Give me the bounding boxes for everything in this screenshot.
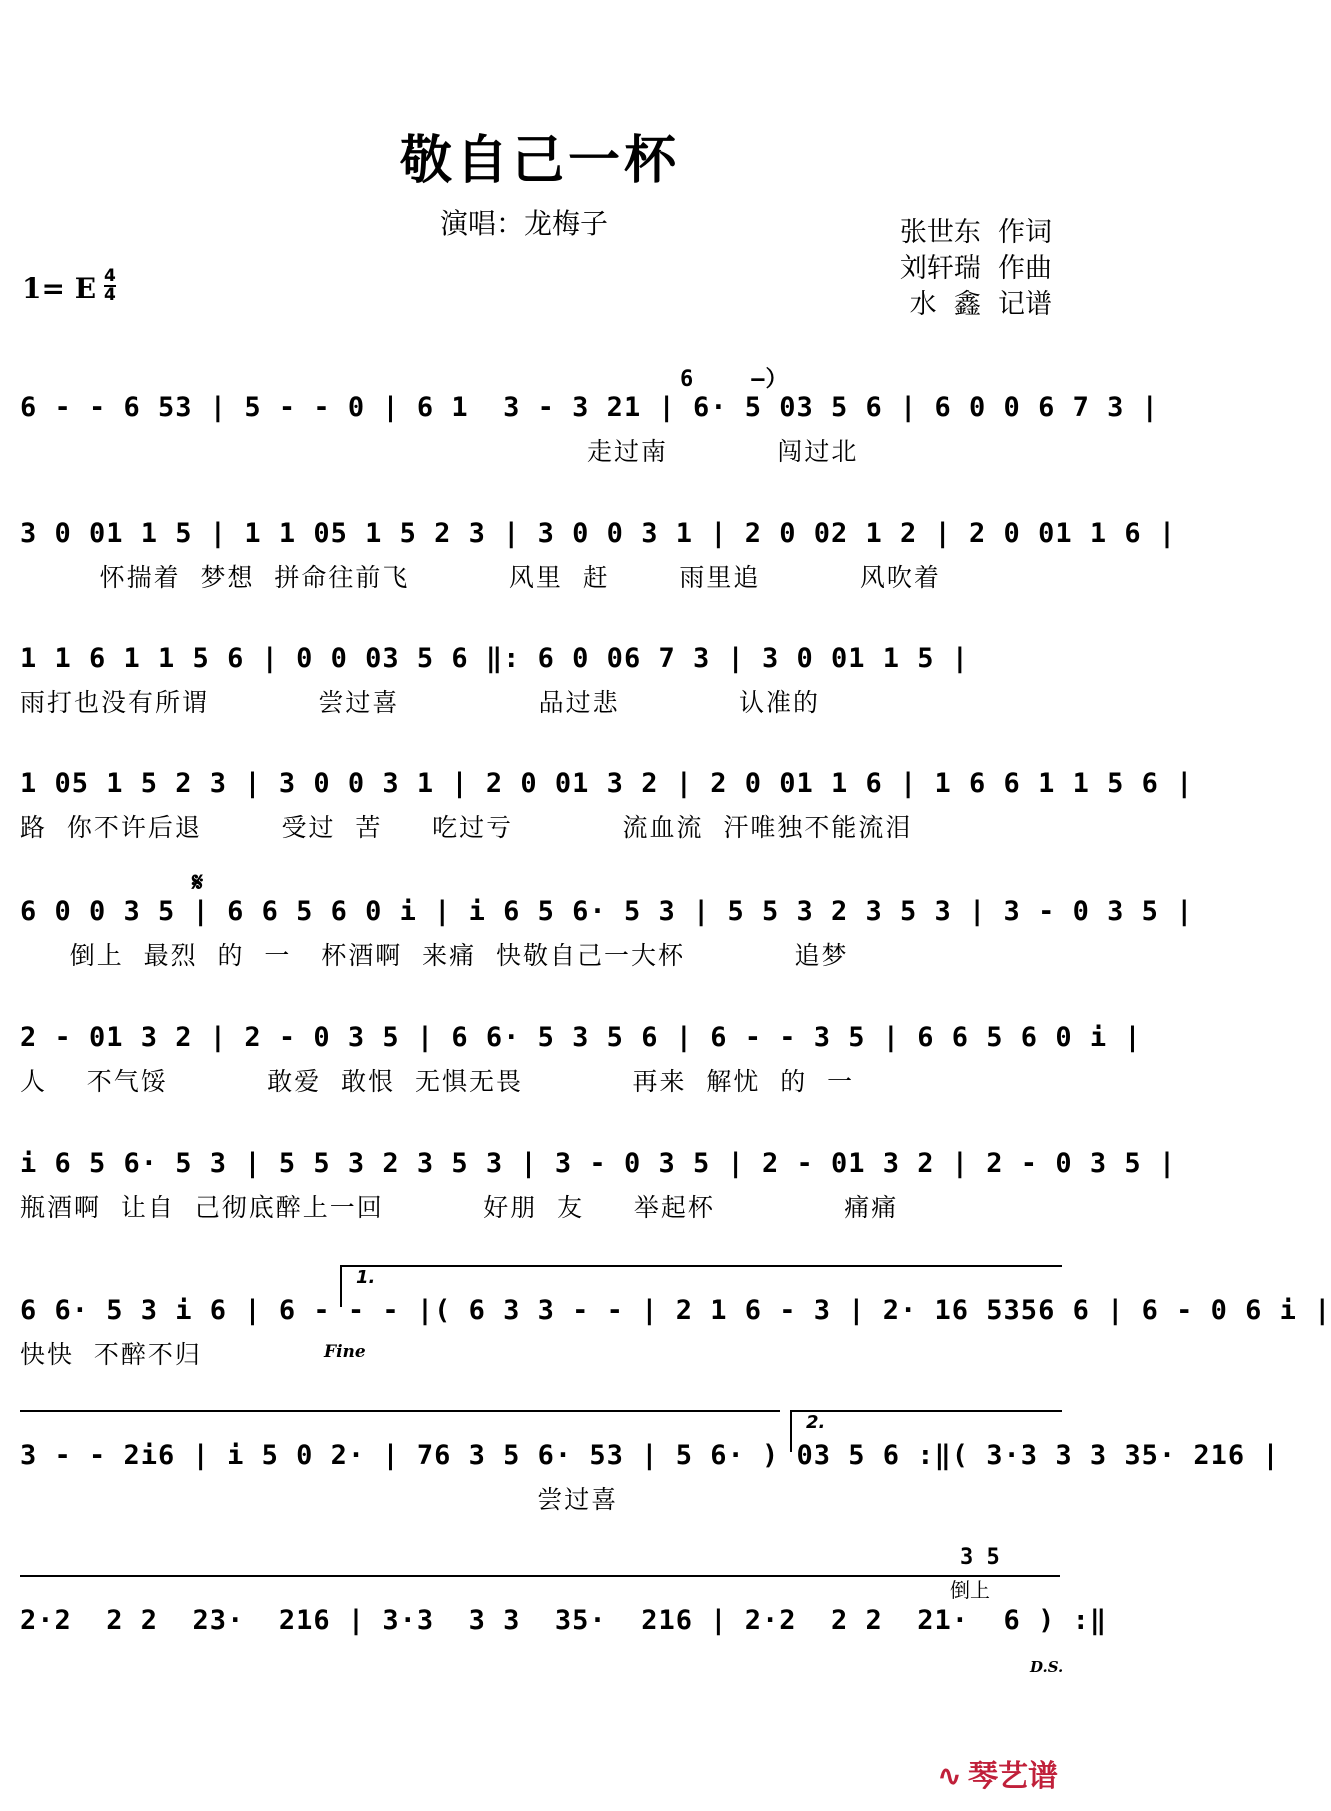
lyricist-credit: 张世东 作词 <box>899 217 1052 248</box>
watermark <box>937 1751 1058 1795</box>
system-3-lyrics: 雨打也没有所谓 尝过喜 品过悲 认准的 <box>20 688 821 717</box>
dal-segno-mark: D.S. <box>1030 1658 1064 1676</box>
page-title: 敬自己一杯 <box>399 130 680 191</box>
second-ending-number: 2. <box>806 1412 826 1433</box>
system-10-notes: 2·2 2 2 23· 216 | 3·3 3 3 35· 216 | 2·2 2 2 21· 6 ) :‖ <box>20 1605 1108 1636</box>
system-5-notes: 6 0 0 3 5 | 6 6 5 6 0 i | i 6 5 6· 5 3 | 5 5 3 2 3 5 3 | 3 - 0 3 5 | <box>20 896 1194 927</box>
system-6-lyrics: 人 不气馁 敢爱 敢恨 无惧无畏 再来 解忧 的 一 <box>20 1067 855 1096</box>
system-4-notes: 1 05 1 5 2 3 | 3 0 0 3 1 | 2 0 01 3 2 | 2 0 01 1 6 | 1 6 6 1 1 5 6 | <box>20 768 1194 799</box>
system-8-lyrics: 快快 不醉不归 <box>20 1340 202 1369</box>
system-5-lyrics: 倒上 最烈 的 一 杯酒啊 来痛 快敬自己一大杯 追梦 <box>20 941 849 970</box>
second-ending-continuation <box>20 1575 1060 1577</box>
system-3-notes: 1 1 6 1 1 5 6 | 0 0 03 5 6 ‖: 6 0 06 7 3 | 3 0 01 1 5 | <box>20 643 970 674</box>
pickup-lyric: 倒上 <box>950 1578 990 1602</box>
system-9-lyrics: 尝过喜 <box>20 1485 619 1514</box>
transcriber-credit: 水 鑫 记谱 <box>909 289 1052 320</box>
time-signature-bottom: 4 <box>104 285 116 305</box>
segno-sign: 𝄋 <box>192 868 204 898</box>
pickup-notes: 3 5 <box>960 1545 1000 1570</box>
system-1-lyrics: 走过南 闯过北 <box>20 437 859 466</box>
singer-credit: 演唱：龙梅子 <box>440 207 609 240</box>
system-6-notes: 2 - 01 3 2 | 2 - 0 3 5 | 6 6· 5 3 5 6 | 6 - - 3 5 | 6 6 5 6 0 i | <box>20 1022 1142 1053</box>
watermark-logo-icon: ∿ <box>936 1759 962 1794</box>
system-9-notes: 3 - - 2i6 | i 5 0 2· | 76 3 5 6· 53 | 5 6· ) 03 5 6 :‖( 3·3 3 3 35· 216 | <box>20 1440 1280 1471</box>
system-7-notes: i 6 5 6· 5 3 | 5 5 3 2 3 5 3 | 3 - 0 3 5 | 2 - 01 3 2 | 2 - 0 3 5 | <box>20 1148 1177 1179</box>
system-1-notes: 6 - - 6 53 | 5 - - 0 | 6 1 3 - 3 21 | 6· 5 03 5 6 | 6 0 0 6 7 3 | <box>20 392 1159 423</box>
system-2-notes: 3 0 01 1 5 | 1 1 05 1 5 2 3 | 3 0 0 3 1 | 2 0 02 1 2 | 2 0 01 1 6 | <box>20 518 1177 549</box>
composer-credit: 刘轩瑞 作曲 <box>899 253 1052 284</box>
system-7-lyrics: 瓶酒啊 让自 己彻底醉上一回 好朋 友 举起杯 痛痛 <box>20 1193 899 1222</box>
time-signature <box>104 268 116 304</box>
system-8-notes: 6 6· 5 3 i 6 | 6 - - - |( 6 3 3 - - | 2 1 6 - 3 | 2· 16 5356 6 | 6 - 0 6 i | <box>20 1295 1331 1326</box>
time-signature-top: 4 <box>104 266 116 286</box>
key-signature: 1= E <box>22 272 97 305</box>
system-4-lyrics: 路 你不许后退 受过 苦 吃过亏 流血流 汗唯独不能流泪 <box>20 813 913 842</box>
first-ending-number: 1. <box>356 1267 376 1288</box>
first-ending-continuation <box>20 1410 780 1412</box>
fine-mark: Fine <box>324 1342 366 1362</box>
watermark-text: 琴艺谱 <box>968 1759 1058 1794</box>
system-2-lyrics: 怀揣着 梦想 拼命往前飞 风里 赶 雨里追 风吹着 <box>20 563 941 592</box>
intro-tail-notes: 6 –） <box>680 367 789 392</box>
